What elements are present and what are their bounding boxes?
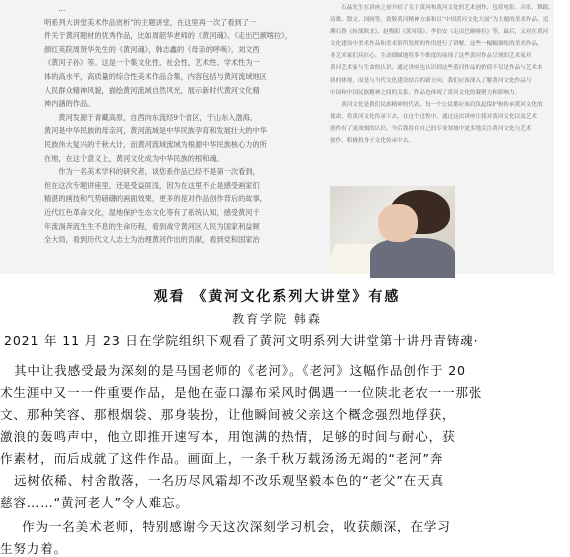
left-line: 明系列大讲堂美术作品赏析”的主题讲堂，在这里再一次了看到了一 — [44, 17, 257, 27]
essay-title: 观看 《黄河文化系列大讲堂》有感 — [153, 289, 401, 305]
left-line: 神内涵的作品。 — [44, 99, 95, 109]
left-line: 件关于黄河题材的优秀作品，比如周韶华老师的《黄河魂》、《走出巴颜喀拉》， — [44, 31, 292, 41]
left-line: 《黄河子孙》等。这是一个集文化性、社会性、艺术性、学术性为一 — [44, 58, 260, 68]
left-line: 作为一名美术学科的研究者，谈您系作品已经不是第一次看到， — [58, 167, 260, 177]
left-line: 体的高水平，高质量的综合性美术作品合集，内容包括与黄河流域地区 — [44, 71, 267, 81]
right-line: 文化建设中美术作品和美术馆所发挥的作用进行了讲解，这些一幅幅描绘的美术作品， — [330, 41, 543, 48]
left-line: 人民群众精神风貌，描绘黄河流域自然风光，展示新时代黄河文化精 — [44, 85, 260, 95]
scanned-article-image — [0, 0, 554, 274]
right-line: 溯石鲁《转战陕北》、赵梅阳《黄河谣》、李伯安《走出巴颜喀拉》等，最后，又对在黄河 — [330, 29, 549, 36]
right-line: 非艺术家们具匠心、生动细腻地将多个维度的展现了这些黄河作品呈现的艺术家对 — [330, 53, 532, 60]
left-text-column — [44, 2, 292, 247]
essay-author: 教育学院 韩森 — [232, 312, 322, 326]
left-line: 民族伟大复兴的千秋大计，而黄河流域流域为根源中华民族核心力的所 — [44, 139, 267, 149]
photo-figure-face — [378, 204, 418, 242]
right-line: 创作有了更深刻的认识，今后我将在自己的专业领域中更多地关注黄河文化与艺术 — [330, 125, 532, 132]
right-line: 中国和中国民族精神之间的关系，作品也体现了黄河文化的凝聚力和影响力。 — [330, 89, 521, 96]
essay-line: 其中让我感受最为深刻的是马国老师的《老河》。《老河》这幅作品创作于 20 — [14, 363, 466, 378]
left-line: 但在这次专题讲座里，还是受益匪浅，因为在这里不止是感受画家们 — [44, 180, 260, 190]
essay-line: 2021 年 11 月 23 日在学院组织下观看了黄河文明系列大讲堂第十讲丹青铸魂· — [4, 333, 479, 348]
essay-line: 生努力着。 — [0, 541, 67, 556]
left-line: 精湛的画技和气势磅礴的画面效果，更多的是对作品创作背后的故事， — [44, 194, 267, 204]
essay-line: 慈容……“黄河老人”令人难忘。 — [0, 495, 189, 510]
left-line: 黄河发源于青藏高原，自西向东流经9个省区，于山东入渤海。 — [58, 112, 258, 122]
left-line: 全大局，看到历代文人志士为治理黄河作出的贡献，看到党和国家治 — [44, 235, 260, 245]
right-line: 诗歌、散文、国画等，致敬黄河精神方面和以“中国黄河文化大展”为主题的美术作品，追 — [330, 17, 549, 24]
photo-figure-body — [370, 238, 455, 278]
left-line: 颜红英院周贤华先生的《黄河魂》，韩志鑫的《母亲的呼唤》，刘文西 — [44, 44, 260, 54]
right-text-column — [330, 2, 554, 147]
essay-line: 远树依稀、村舍散落，一名历尽风霜却不改乐观坚毅本色的“老父”在天真 — [14, 473, 444, 488]
essay-line: 作素材，而后成就了这件作品。画面上，一条千秋万载汤汤无竭的“老河”奔 — [0, 451, 444, 466]
right-line: 黄河艺术家与生命的认识，通过讲座也认识到这些黄河作品的价值不仅是作品与艺术本 — [330, 65, 543, 72]
right-line: 石晶先生在讲座之初介绍了关于黄河和黄河文化的艺术创作，包括电影、音乐、舞蹈、 — [341, 5, 554, 11]
right-line: 质的体现，而是与当代文化建设结合的新方向，我们应该深入了解黄河文化作品与 — [330, 77, 532, 84]
essay-line: 激浪的轰鸣声中，他立即推开速写本，用饱满的热情，足够的时间与耐心，获 — [0, 429, 456, 444]
essay-line: 作为一名美术老师，特别感谢今天这次深刻学习机会，收获颇深，在学习 — [22, 519, 451, 534]
left-line: 年流淌奔流生生不息的生命历程，看到战守黄河区人民为国家利益顾 — [44, 221, 260, 231]
essay-line: 文、那种笑容、那根烟袋、那身装扮，让他瞬间被父亲这个概念强烈地俘获， — [0, 407, 456, 422]
left-line: ... — [58, 4, 66, 13]
left-line: 在地，在这个意义上，黄河文化成为中华民族的根和魂。 — [44, 153, 224, 163]
student-drawing-photo — [330, 186, 455, 268]
right-line: 黄河文化是我们民族精神的代表，每一个公民都应该肩负起保护和传承黄河文化的 — [341, 101, 543, 108]
right-line: 使命，将黄河文化传承下去，在这个过程中，通过这次讲座让我对黄河文化以及艺术 — [330, 113, 537, 120]
left-line: 黄河是中华民族的母亲河，黄河流域是中华民族孕育和发展壮大的中华 — [44, 126, 267, 136]
left-line: 近代红色革命文化，湿地保护生态文化等有了系统认知，感受黄河千 — [44, 207, 260, 217]
right-line: 创作，积极投身于文化传承中去。 — [330, 138, 414, 145]
essay-line: 术生涯中又一一件重要作品，是他在壶口瀑布采风时偶遇一一位陕北老农一一那张 — [0, 385, 483, 400]
